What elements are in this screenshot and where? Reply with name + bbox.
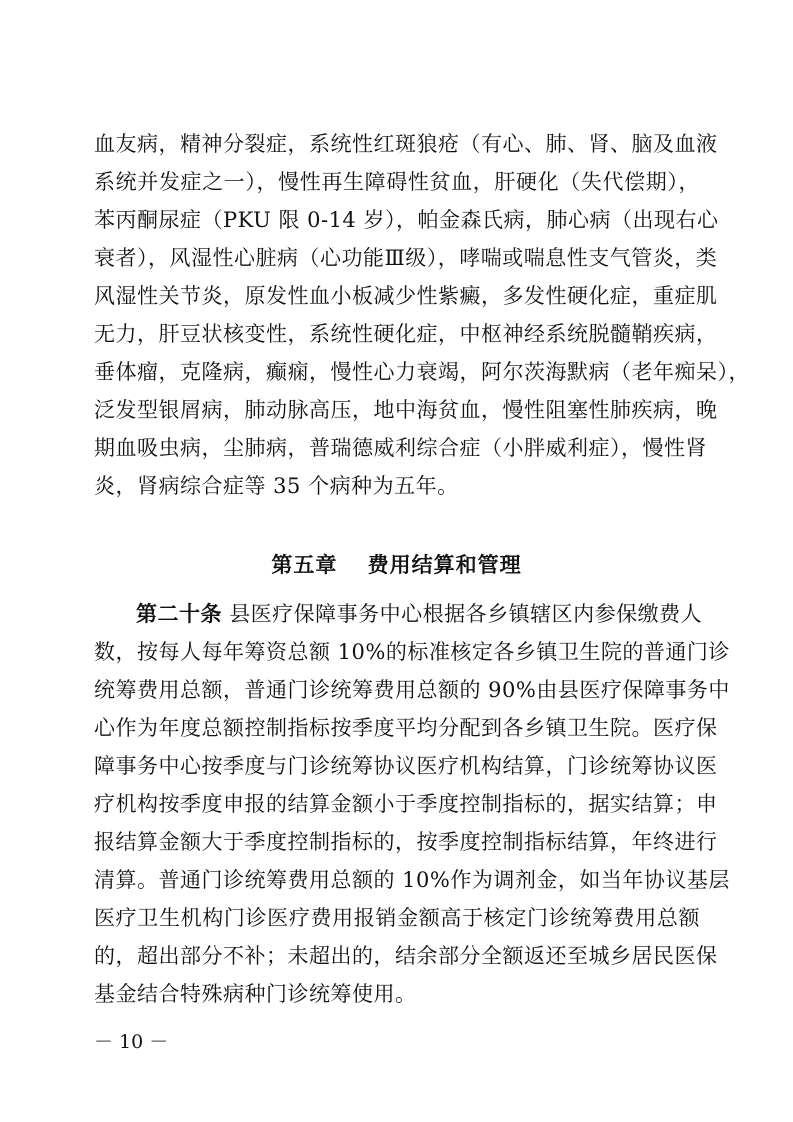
chapter-title: 费用结算和管理: [367, 553, 522, 577]
paragraph-line: 风湿性关节炎，原发性血小板减少性紫癜，多发性硬化症，重症肌: [94, 284, 718, 308]
paragraph-line: 医疗卫生机构门诊医疗费用报销金额高于核定门诊统筹费用总额: [94, 906, 700, 930]
chapter-heading: [0, 547, 793, 583]
article-paragraph: [94, 595, 730, 1013]
paragraph-line: 衰者），风湿性心脏病（心功能Ⅲ级），哮喘或喘息性支气管炎，类: [94, 246, 718, 270]
chapter-number: 第五章: [271, 553, 338, 577]
continuation-paragraph: [94, 125, 750, 505]
paragraph-line: 统筹费用总额，普通门诊统筹费用总额的 90%由县医疗保障事务中: [94, 678, 730, 702]
article-first-line-text: 县医疗保障事务中心根据各乡镇辖区内参保缴费人: [229, 602, 703, 626]
paragraph-line: 基金结合特殊病种门诊统筹使用。: [94, 982, 417, 1006]
paragraph-line: 系统并发症之一），慢性再生障碍性贫血，肝硬化（失代偿期），: [94, 170, 700, 194]
paragraph-line: 无力，肝豆状核变性，系统性硬化症，中枢神经系统脱髓鞘疾病，: [94, 322, 718, 346]
paragraph-line: 苯丙酮尿症（PKU 限 0-14 岁），帕金森氏病，肺心病（出现右心: [94, 208, 719, 232]
paragraph-line: 心作为年度总额控制指标按季度平均分配到各乡镇卫生院。医疗保: [94, 716, 718, 740]
paragraph-line: 报结算金额大于季度控制指标的，按季度控制指标结算，年终进行: [94, 830, 718, 854]
paragraph-line: 的，超出部分不补；未超出的，结余部分全额返还至城乡居民医保: [94, 944, 718, 968]
page-number: － 10 －: [94, 1031, 169, 1053]
paragraph-line: 清算。普通门诊统筹费用总额的 10%作为调剂金，如当年协议基层: [94, 868, 730, 892]
paragraph-line: 泛发型银屑病，肺动脉高压，地中海贫血，慢性阻塞性肺疾病，晚: [94, 398, 718, 422]
paragraph-line: 垂体瘤，克隆病，癫痫，慢性心力衰竭，阿尔茨海默病（老年痴呆），: [94, 360, 750, 384]
paragraph-line: 血友病，精神分裂症，系统性红斑狼疮（有心、肺、肾、脑及血液: [94, 132, 718, 156]
paragraph-line: 炎，肾病综合症等 35 个病种为五年。: [94, 474, 459, 498]
paragraph-line: 障事务中心按季度与门诊统筹协议医疗机构结算，门诊统筹协议医: [94, 754, 718, 778]
article-label: 第二十条: [136, 602, 222, 626]
paragraph-line: 期血吸虫病，尘肺病，普瑞德威利综合症（小胖威利症），慢性肾: [94, 436, 707, 460]
paragraph-line: 数，按每人每年筹资总额 10%的标准核定各乡镇卫生院的普通门诊: [94, 640, 730, 664]
paragraph-line: 疗机构按季度申报的结算金额小于季度控制指标的，据实结算；申: [94, 792, 718, 816]
article-first-line: [94, 595, 703, 633]
